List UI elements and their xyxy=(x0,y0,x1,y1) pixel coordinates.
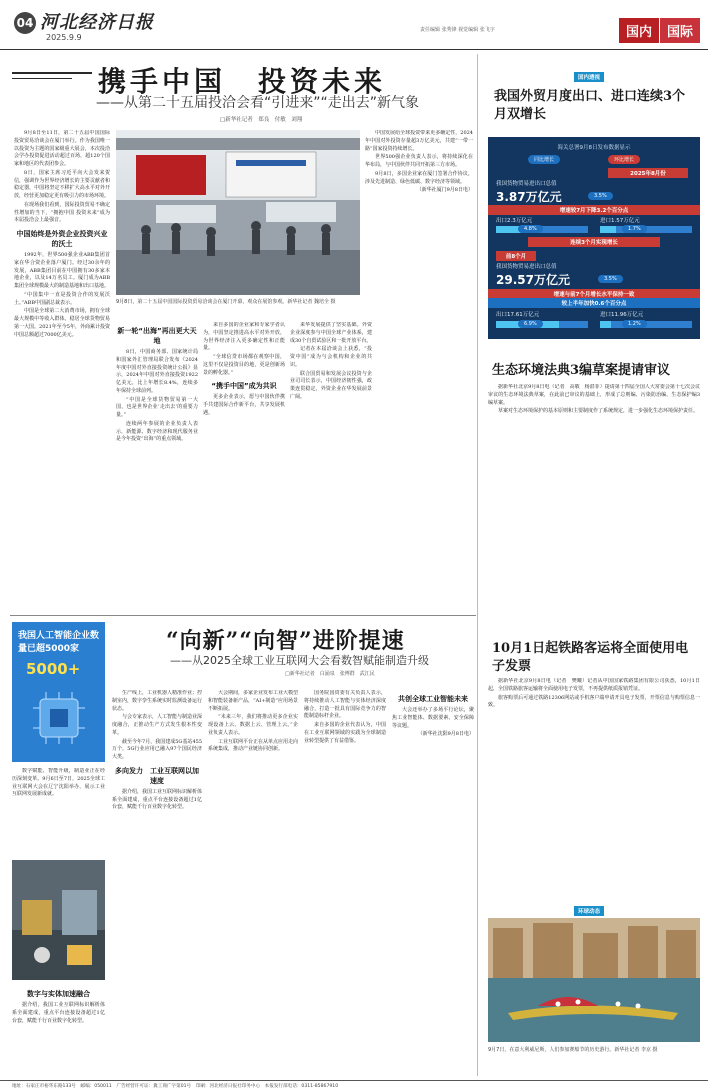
second-subtitle-1: 多向发力 工业互联网以加速度 xyxy=(115,766,199,785)
paragraph: 工业互联网平台正在从单点应用走向系统集成，推动产业链协同创新。 xyxy=(208,738,298,753)
paragraph: “中国是全球货物贸易第一大国，也是世界企业‘走出去’的重要力量。” xyxy=(116,396,198,418)
second-closing: （新华社沈阳9月8日电） xyxy=(417,731,474,738)
headline-ornament xyxy=(12,66,92,86)
paper-name: 河北经济日报 xyxy=(40,12,154,33)
second-column-5 xyxy=(392,690,474,1075)
lead-subhead: ——从第二十五届投洽会看“引进来”“走出去”新气象 xyxy=(96,95,420,111)
lead-subtitle-3: “携手中国”成为共识 xyxy=(211,382,277,391)
paragraph: 世界500强企业负责人表示，将持续深化在华布局，与中国伙伴共同开拓第三方市场。 xyxy=(365,154,473,168)
paragraph: 生产线上，工业机器人精准作业；控制室内，数字孪生系统实时监测设备运行状态。 xyxy=(112,690,202,712)
label-import-8m: 进口11.96万亿元 xyxy=(600,312,644,318)
infographic-title: 海关总署9月8日发布数据显示 xyxy=(557,145,631,151)
paragraph: 旅客购票后可通过铁路12306网站或手机客户端申请开具电子发票，开票信息与购票信息一致。 xyxy=(488,694,700,709)
bar-import-8m-fill xyxy=(600,321,611,328)
venice-regatta-image xyxy=(488,918,700,1042)
paragraph: 与会专家表示，人工智能与制造业深度融合，正推动生产方式发生根本性变革。 xyxy=(112,714,202,736)
lead-photo-caption: 9月8日，第二十五届中国国际投资贸易洽谈会在厦门开幕，观众在展馆参观。新华社记者 魏培全 摄 xyxy=(116,299,336,305)
tab-domestic[interactable]: 国内 xyxy=(619,18,659,43)
paragraph: 来自多国的企业代表认为，中国在工业互联网领域的实践为全球制造业转型提供了有益借鉴。 xyxy=(304,722,386,744)
paper-date: 2025.9.9 xyxy=(46,33,82,42)
paragraph: 1992年，世界500强企业ABB集团首家在华合资企业落户厦门。经过30余年的发展，ABB集团目前在中国拥有30多家本地企业，以及14万名员工。厦门成为ABB集团全球规模最大的制造基地和出口基地。 xyxy=(14,252,110,289)
pct-total-8m: 3.5% xyxy=(598,275,623,283)
lead-column-1 xyxy=(14,130,110,610)
band-aug: 2025年8月份 xyxy=(608,168,688,178)
band-first-8m: 前8个月 xyxy=(496,251,536,261)
pct-export-aug: 4.8% xyxy=(518,225,543,233)
paragraph: 9月8日，多国企业家在厦门签署合作协议，涉及先进制造、绿色低碳、数字经济等领域。 xyxy=(365,170,473,185)
tab-international[interactable]: 国际 xyxy=(659,18,700,43)
paragraph: 国务院国资委有关负责人表示，将持续推动人工智能与实体经济深度融合，打造一批具有国际竞争力的智能制造标杆企业。 xyxy=(304,690,386,720)
paragraph: “未来三年，我们将推动更多企业实现设备上云、数据上云、管理上云。”企业负责人表示。 xyxy=(208,714,298,736)
label-total-8m: 我国货物贸易进出口总值 xyxy=(496,264,557,270)
band-decline: 增速较7月下降3.2个百分点 xyxy=(488,205,700,215)
lead-byline: □新华社记者 郑良 付敏 刘翔 xyxy=(220,117,303,123)
second-column-4 xyxy=(304,690,386,1075)
pct-total-aug: 3.5% xyxy=(588,192,613,200)
paragraph: 联合国贸易和发展会议投资与企业司司长表示，中国经济韧性强，政策连贯稳定，外资企业在华发展前景广阔。 xyxy=(290,370,372,400)
paragraph: “全球信贷市场都在观察中国，这里不仅是投资目的地，更是创新场景的孵化器。” xyxy=(203,354,285,376)
paragraph: 中国是全球第二大消费市场，拥有全球最大规模中等收入群体，稳居全球货物贸易第一大国。2021年至今5年，外商累计投资中国总额超过7000亿美元。 xyxy=(14,308,110,338)
paragraph: 数字赋能、智能升级，制造业正在经历深刻变革。9月6日至7日，2025全球工业互联网大会在辽宁沈阳举办，展示工业互联网发展新成就。 xyxy=(12,768,105,798)
sidebar-headline-1: 我国外贸月度出口、进口连续3个月双增长 xyxy=(494,89,686,122)
paragraph: “中国集中一直是投资合作的发展沃土。”ABB中国副总裁表示。 xyxy=(14,291,110,306)
pct-import-8m: 1.2% xyxy=(622,320,647,328)
legend-yoy: 同比增长 xyxy=(528,155,560,164)
value-total-8m: 29.57万亿元 xyxy=(496,273,570,287)
label-export-8m: 出口17.61万亿元 xyxy=(496,312,540,318)
lead-column-2 xyxy=(116,322,198,612)
legend-mom: 环比增长 xyxy=(608,155,640,164)
band-same-level: 增速与前7个月增长水平保持一致 xyxy=(488,289,700,299)
section-tabs xyxy=(619,18,700,43)
second-column-3 xyxy=(208,690,298,1075)
paragraph: 中国发展给全球投资带来更多确定性，2024年中国对外投资存量超3万亿美元，共建“一带一路”国家投资持续增长。 xyxy=(365,130,473,152)
factory-image xyxy=(12,860,105,980)
sidebar-story-2-body xyxy=(488,384,700,560)
ai-panel-figure: 5000+ xyxy=(26,660,81,678)
second-column-2 xyxy=(112,690,202,1075)
trade-infographic xyxy=(488,137,700,339)
expo-hall-image xyxy=(116,130,360,295)
value-total-aug: 3.87万亿元 xyxy=(496,190,562,204)
second-byline: □新华社记者 白涌泉 张博群 武江民 xyxy=(285,671,375,677)
lead-column-3 xyxy=(203,322,285,612)
pct-import-aug: 1.7% xyxy=(622,225,647,233)
factory-photo xyxy=(12,860,105,980)
story-divider xyxy=(10,615,476,616)
paragraph: 记者在本届洽谈会上获悉，“投资中国”成为与会机构和企业的共识。 xyxy=(290,346,372,368)
sidebar-tag-global: 环球动态 xyxy=(574,906,604,916)
paragraph: 9月8日至11日，第二十五届中国国际投资贸易洽谈会在厦门举行。作为我国唯一以投资为主题的国家级重大展会，本次投洽会学办投资促进活动超过百场，超120个国家和地区的代表团参会。 xyxy=(14,130,110,167)
paragraph: 据新华社北京9月8日电（记者 高敬 杨湛菲）提请第十四届全国人大常委会第十七次会议审议的生态环境法典草案，在此前已审议的基础上，形成了总则编、污染防治编、生态保护编3编草案。 xyxy=(488,384,700,406)
paragraph: 8日，中国商务部、国家统计局和国家外汇管理局联合发布《2024年度中国对外直接投资统计公报》显示，2024年中国对外直接投资1922亿美元，比上年增长8.4%，连续多年保持全球前列。 xyxy=(116,349,198,394)
label-import-aug: 进口1.57万亿元 xyxy=(600,218,640,224)
paragraph: 在现场我们看到，国际投资贸易不确定性增加的当下，“拥抱中国 投资未来”成为本届投洽会上最强音。 xyxy=(14,201,110,224)
lead-column-5 xyxy=(365,130,473,612)
sidebar-headline-2: 生态环境法典3编草案提请审议 xyxy=(492,363,671,378)
second-subtitle-2: 共创全球工业智能未来 xyxy=(398,695,468,703)
paragraph: 据新华社北京9月8日电（记者 樊曦）记者从中国国家铁路集团有限公司获悉，10月1日起，全国铁路旅客运输将全面使用电子发票，不再提供纸质报销凭证。 xyxy=(488,678,700,692)
page-number: 04 xyxy=(14,12,36,34)
footer-imprint: 地址：石家庄市裕华东路133号 邮编：050011 广告经营许可证：冀工商广字第01号 印刷：河北经济日报社印务中心 本报发行部电话：0311-85867910 xyxy=(0,1080,708,1091)
second-subhead: ——从2025全球工业互联网大会看数智赋能制造升级 xyxy=(170,654,429,667)
lead-photo xyxy=(116,130,360,295)
band-faster: 较上半年加快0.6个百分点 xyxy=(488,298,700,308)
sidebar-headline-3: 10月1日起铁路客运将全面使用电子发票 xyxy=(492,641,689,674)
lead-subtitle-2: 新一轮“出海”再出更大天地 xyxy=(117,327,197,345)
paragraph: 据介绍，我国工业互联网标识解析体系全面建成，重点平台连接设备超过1亿台套，赋能千行百业数字化转型。 xyxy=(112,788,202,811)
paragraph: 8日，国家主席习近平向大会发来贺信，强调作为世界经济增长的主要贡献者和稳定器，中国将坚定不移扩大高水平对外开放，经营更加稳定更有吸引力的市场环境。 xyxy=(14,169,110,199)
venice-photo-caption: 9月7日，在意大利威尼斯，人们参加赛船节的历史游行。新华社记者 李京 摄 xyxy=(488,1047,658,1053)
lead-closing: （新华社厦门9月8日电） xyxy=(416,187,473,194)
second-column-1b xyxy=(12,985,105,1075)
lead-headline: 携手中国 投资未来 xyxy=(98,65,387,98)
bar-import-aug-fill xyxy=(600,226,616,233)
paragraph: 来华发展提供了坚实基础。外资企业深度参与中国全球产业体系，建成30个自贸试验区和一批开放平台。 xyxy=(290,322,372,344)
column-divider xyxy=(477,54,478,1076)
pct-export-8m: 6.9% xyxy=(518,320,543,328)
label-total-aug: 我国货物贸易进出口总值 xyxy=(496,181,557,187)
venice-photo xyxy=(488,918,700,1042)
ai-panel-title: 我国人工智能企业数量已超5000家 xyxy=(18,631,100,654)
paragraph: 更多企业表示，愿与中国伙伴携手共建国际合作新平台，共享发展机遇。 xyxy=(203,394,285,416)
ai-companies-panel xyxy=(12,622,105,762)
editors-line: 责任编辑 张秀锋 视觉编辑 张飞宇 xyxy=(420,27,495,33)
paragraph: 截至今年7月，我国建成5G基站455万个，5G行业应用已融入97个国民经济大类。 xyxy=(112,738,202,760)
sidebar-story-3-body xyxy=(488,678,700,898)
paragraph: 大会还举办了多场平行论坛，聚焦工业智能体、数据要素、安全保障等议题。 xyxy=(392,707,474,729)
paragraph: 草案对生态环境保护的基本原则和主要制度作了系统规定，进一步强化生态环境保护责任。 xyxy=(498,408,699,415)
second-headline: “向新”“向智”进阶提速 xyxy=(166,628,405,654)
paragraph: 来自多国的企业家和专家学者认为，中国坚定推进高水平对外开放，为世界经济注入更多确定性和正能量。 xyxy=(203,322,285,352)
lead-column-4 xyxy=(290,322,372,612)
band-three-months: 连续3个月实现增长 xyxy=(528,237,660,247)
paragraph: 大会期间，多家企业发布工业大模型和智能装备新产品，“AI+制造”应用场景不断拓展。 xyxy=(208,690,298,712)
second-subtitle-0: 数字与实体加速融合 xyxy=(27,990,90,998)
paragraph: 据介绍，我国工业互联网标识解析体系全面建成，重点平台连接设备超过1亿台套，赋能千行百业数字化转型。 xyxy=(12,1002,105,1024)
label-export-aug: 出口2.3万亿元 xyxy=(496,218,533,224)
sidebar-tag-domestic: 国内透视 xyxy=(574,72,604,82)
masthead xyxy=(0,0,708,50)
second-column-1 xyxy=(12,768,105,858)
ai-chip-graphic xyxy=(12,684,105,762)
lead-subtitle-1: 中国始终是外资企业投资兴业的沃土 xyxy=(16,230,108,248)
paragraph: 连续两年参展的企业负责人表示，新能源、数字经济和现代服务业是今年投资“出海”的重点领域。 xyxy=(116,420,198,443)
